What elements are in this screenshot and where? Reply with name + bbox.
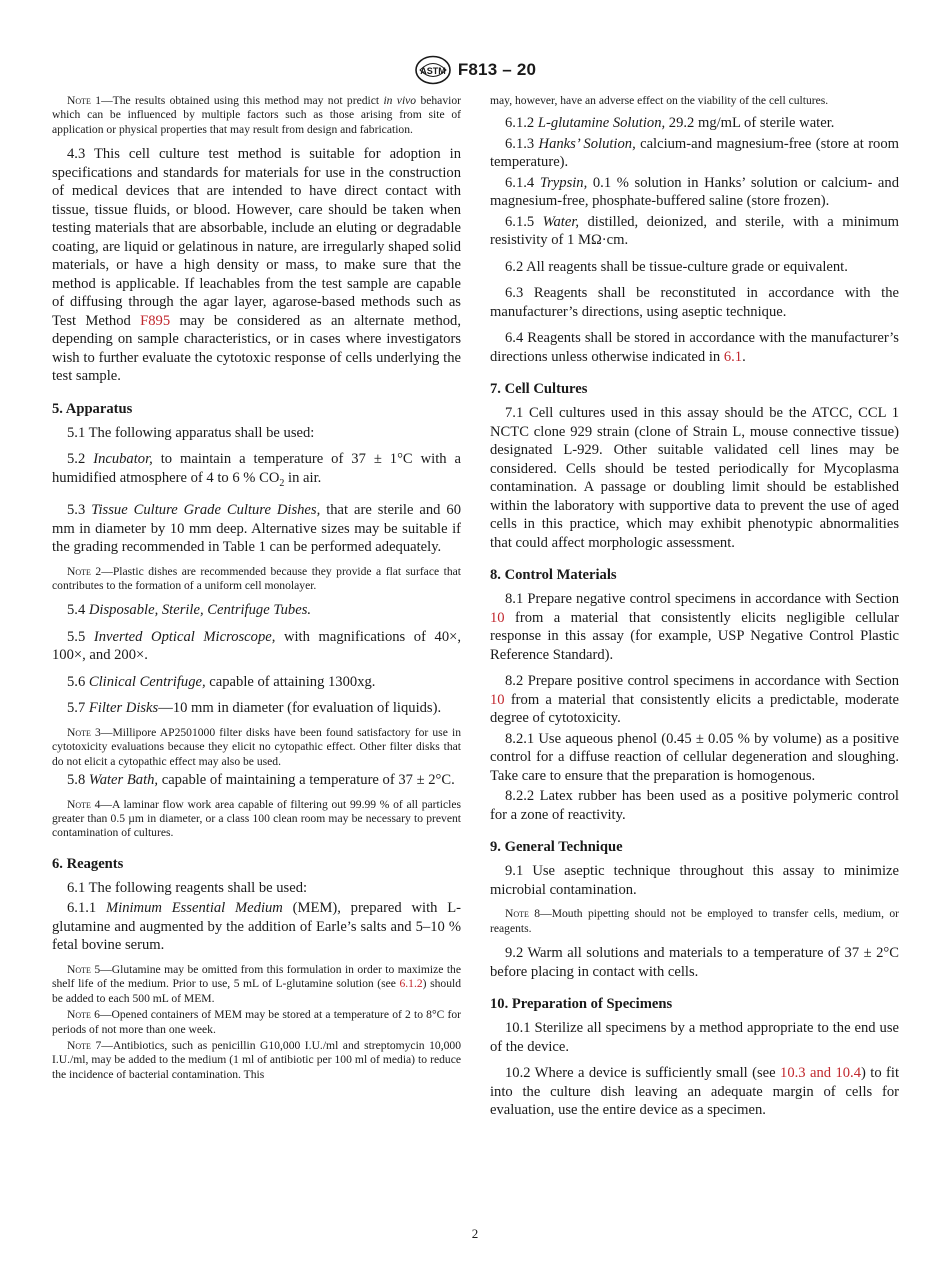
paragraph-5-2: 5.2 Incubator, to maintain a temperature of 37 ± 1°C with a humidified atmosphere of 4 to 6 % $CO_2$ in air. xyxy=(52,451,461,489)
paragraph-5-5: 5.5 Inverted Optical Microscope, with magnifications of 40×, 100×, and 200×. xyxy=(52,628,462,664)
link-section-10[interactable]: 10 xyxy=(490,691,505,708)
note-3: Note 3—Millipore AP2501000 filter disks have been found satisfactory for use in cytotoxicity evaluations because they elicit no cytopathic effect. Other filter disks that do not elicit a cytopathic effect may also be used. xyxy=(52,725,461,768)
paragraph-6-3: 6.3 Reagents shall be reconstituted in accordance with the manufacturer’s directions, using aseptic technique. xyxy=(490,285,899,320)
paragraph-8-2: 8.2 Prepare positive control specimens in accordance with Section 10 from a material that consistently elicits a predictable, moderate degree of cytotoxicity. xyxy=(490,673,899,727)
paragraph-5-7: 5.7 Filter Disks—10 mm in diameter (for evaluation of liquids). xyxy=(67,700,442,717)
section-6-heading: 6. Reagents xyxy=(52,855,124,872)
note-7-continued: may, however, have an adverse effect on the viability of the cell cultures. xyxy=(490,94,829,107)
paragraph-6-1-5: 6.1.5 Water, distilled, deionized, and sterile, with a minimum resistivity of 1 MΩ·cm. xyxy=(490,213,899,249)
paragraph-6-1-4: 6.1.4 Trypsin, 0.1 % solution in Hanks’ solution or calcium- and magnesium-free, phosphate-buffered saline (store frozen). xyxy=(490,174,899,210)
link-f895[interactable]: F895 xyxy=(140,312,171,329)
paragraph-4-3: 4.3 This cell culture test method is suitable for adoption in specifications and standards for materials for use in the construction of medical devices that are intended to have direct contact with tissue, tissue fluids, or blood. However, care should be taken when testing materials that are absorbable, include an eluting or degradable coating, are liquid or gelatinous in nature, are irregularly shaped solid materials, or have a high density or mass, to make sure that the method is applicable. If leachables from the test sample are capable of diffusing through the agar layer, agarose-based methods such as Test Method F895 may be considered as an alternate method, depending on sample characteristics, or in cases where investigators wish to further evaluate the cytotoxic response of cells underlying the test sample. xyxy=(52,146,461,385)
paragraph-6-1-3: 6.1.3 Hanks’ Solution, calcium-and magnesium-free (store at room temperature). xyxy=(490,135,899,171)
section-9-heading: 9. General Technique xyxy=(490,839,623,856)
page-number: 2 xyxy=(471,1226,479,1241)
paragraph-8-2-2: 8.2.2 Latex rubber has been used as a positive polymeric control for a zone of reactivity. xyxy=(490,788,899,823)
note-5: Note 5—Glutamine may be omitted from this formulation in order to maximize the shelf life of the medium. Prior to use, 5 mL of L-glutamine solution (see 6.1.2) should be added to each 500 mL of MEM. xyxy=(52,962,462,1005)
paragraph-6-1-1: 6.1.1 Minimum Essential Medium (MEM), prepared with L-glutamine and augmented by the addition of Earle’s salts and 5–10 % fetal bovine serum. xyxy=(52,900,461,954)
paragraph-6-1: 6.1 The following reagents shall be used: xyxy=(67,879,308,896)
paragraph-6-4: 6.4 Reagents shall be stored in accordance with the manufacturer’s directions unless otherwise indicated in 6.1. xyxy=(490,330,899,365)
section-7-heading: 7. Cell Cultures xyxy=(490,381,588,398)
paragraph-6-2: 6.2 All reagents shall be tissue-culture grade or equivalent. xyxy=(505,258,848,275)
note-6: Note 6—Opened containers of MEM may be stored at a temperature of 2 to 8°C for periods of not more than one week. xyxy=(52,1008,462,1036)
paragraph-5-3: 5.3 Tissue Culture Grade Culture Dishes, that are sterile and 60 mm in diameter by 10 mm deep. Alternative sizes may be suitable if the grading recommended in Table 1 can be performed adequately. xyxy=(52,502,461,556)
paragraph-7-1: 7.1 Cell cultures used in this assay should be the ATCC, CCL 1 NCTC clone 929 strain (clone of Strain L, mouse connective tissue) designated L-929. Other suitable validated cell lines may be considered. Cells should be tested periodically for Mycoplasma contamination. A passage or doubling limit should be established within the laboratory with supportive data to prevent the use of aged cells in this practice, which may exhibit phenotypic abnormalities that could affect morphologic assessment. xyxy=(490,405,899,551)
paragraph-10-1: 10.1 Sterilize all specimens by a method appropriate to the end use of the device. xyxy=(490,1020,899,1055)
note-1: Note 1—The results obtained using this method may not predict in vivo behavior which can be influenced by multiple factors such as those arising from site of application or physical properties that may result from design and fabrication. xyxy=(52,94,461,136)
paragraph-9-2: 9.2 Warm all solutions and materials to a temperature of 37 ± 2°C before placing in contact with cells. xyxy=(490,945,899,980)
link-10-3-and-10-4[interactable]: 10.3 and 10.4 xyxy=(780,1065,861,1082)
svg-text:ASTM: ASTM xyxy=(420,66,446,76)
note-8: Note 8—Mouth pipetting should not be employed to transfer cells, medium, or reagents. xyxy=(490,907,899,935)
paragraph-9-1: 9.1 Use aseptic technique throughout this assay to minimize microbial contamination. xyxy=(490,863,899,898)
note-4: Note 4—A laminar flow work area capable of filtering out 99.99 % of all particles greater than 0.5 µm in diameter, or a class 100 clean room may be necessary to prevent contamination of cultures. xyxy=(52,797,461,840)
link-section-10[interactable]: 10 xyxy=(490,609,505,626)
link-6-1-2[interactable]: 6.1.2 xyxy=(399,977,423,991)
paragraph-10-2: 10.2 Where a device is sufficiently small (see 10.3 and 10.4) to fit into the culture dish leaving an adequate margin of cells for evaluation, use the entire device as a specimen. xyxy=(490,1065,899,1119)
paragraph-5-4: 5.4 Disposable, Sterile, Centrifuge Tubes. xyxy=(67,602,312,619)
note-2: Note 2—Plastic dishes are recommended because they provide a flat surface that contributes to the formation of a uniform cell monolayer. xyxy=(52,564,461,593)
section-10-heading: 10. Preparation of Specimens xyxy=(490,996,673,1013)
section-5-heading: 5. Apparatus xyxy=(52,400,133,417)
paragraph-5-8: 5.8 Water Bath, capable of maintaining a temperature of 37 ± 2°C. xyxy=(67,772,455,789)
document-designation: F813 – 20 xyxy=(457,60,537,79)
paragraph-8-2-1: 8.2.1 Use aqueous phenol (0.45 ± 0.05 % by volume) as a positive control for a diffuse reaction of cellular degeneration and sloughing. Take care to ensure that the preparation is homogenous. xyxy=(490,730,899,784)
astm-logo-icon xyxy=(414,55,452,85)
paragraph-6-1-2: 6.1.2 L-glutamine Solution, 29.2 mg/mL of sterile water. xyxy=(505,115,835,132)
paragraph-5-1: 5.1 The following apparatus shall be used: xyxy=(67,424,315,441)
section-8-heading: 8. Control Materials xyxy=(490,567,617,584)
left-column xyxy=(52,94,461,1084)
paragraph-8-1: 8.1 Prepare negative control specimens in accordance with Section 10 from a material that consistently elicits negligible cellular response in this assay (for example, USP Negative Control Plastic Reference Standard). xyxy=(490,591,899,663)
paragraph-5-6: 5.6 Clinical Centrifuge, capable of attaining 1300xg. xyxy=(67,673,376,690)
note-7: Note 7—Antibiotics, such as penicillin G10,000 I.U./ml and streptomycin 10,000 I.U./ml, may be added to the medium (1 ml of antibiotic per 100 ml of media) to reduce the incidence of bacterial contamination. This xyxy=(52,1038,461,1081)
link-6-1[interactable]: 6.1 xyxy=(723,348,743,365)
right-column xyxy=(490,94,899,1128)
page-header xyxy=(0,54,950,86)
